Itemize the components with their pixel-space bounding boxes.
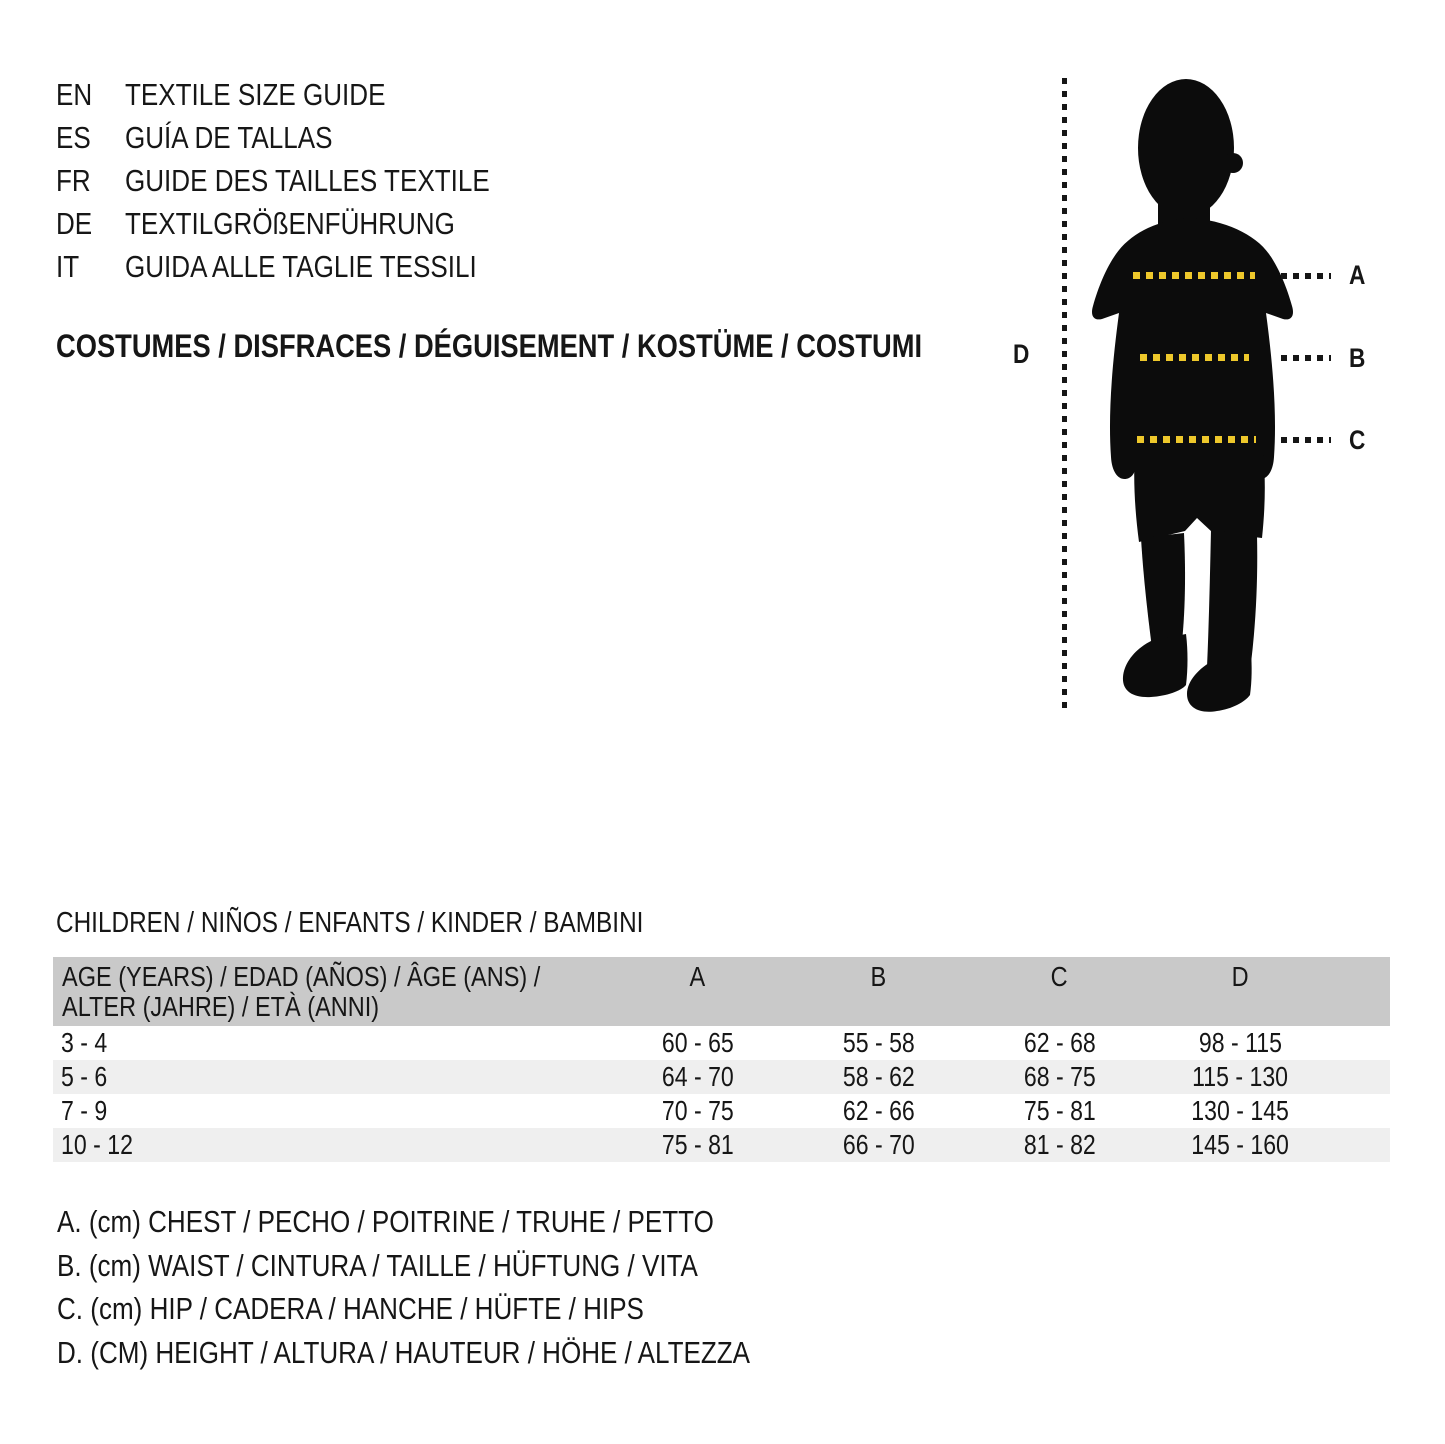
age-cell: 10 - 12 [61,1129,133,1160]
measure-label-a: A [1349,260,1366,290]
child-silhouette [1040,60,1300,730]
height-cell: 145 - 160 [1191,1129,1290,1160]
age-cell: 5 - 6 [61,1061,108,1092]
size-table [53,957,1390,1162]
language-title: TEXTILE SIZE GUIDE [125,77,386,112]
table-header-col-d: D [1231,961,1249,992]
language-title: GUIDE DES TAILLES TEXTILE [125,163,490,198]
silhouette-left-leg [1141,533,1185,648]
waist-cell: 55 - 58 [842,1027,915,1058]
height-measure-line-d [1062,78,1067,713]
silhouette-ear [1223,153,1243,173]
hip-connector-line [1281,437,1331,443]
table-header-col-c: C [1050,961,1068,992]
waist-cell: 66 - 70 [842,1129,915,1160]
table-header-col-a: A [689,961,706,992]
silhouette-right-leg [1207,530,1257,667]
category-title: COSTUMES / DISFRACES / DÉGUISEMENT / KOSTÜME / COSTUMI [56,328,923,364]
language-row-de [56,202,559,245]
legend-item-height: D. (CM) HEIGHT / ALTURA / HAUTEUR / HÖHE / ALTEZZA [57,1334,751,1370]
waist-measure-line-b [1140,354,1249,361]
language-title: GUÍA DE TALLAS [125,120,333,155]
measure-label-d: D [1013,339,1030,369]
silhouette-right-shoe [1187,652,1252,712]
language-row-fr [56,159,559,202]
table-row [53,1094,1390,1128]
measure-label-c: C [1349,425,1366,455]
hip-cell: 68 - 75 [1023,1061,1096,1092]
table-row [53,1060,1390,1094]
hip-measure-line-c [1137,436,1256,443]
legend-item-chest: A. (cm) CHEST / PECHO / POITRINE / TRUHE / PETTO [57,1204,714,1239]
age-cell: 3 - 4 [61,1027,108,1058]
measure-label-b: B [1349,343,1366,373]
language-code: ES [56,120,91,155]
language-row-en [56,73,559,116]
table-header-col-b: B [870,961,887,992]
chest-cell: 64 - 70 [661,1061,734,1092]
language-title: GUIDA ALLE TAGLIE TESSILI [125,249,477,284]
chest-cell: 70 - 75 [661,1095,734,1126]
table-row [53,1128,1390,1162]
language-code: FR [56,163,91,198]
height-cell: 115 - 130 [1192,1061,1289,1092]
chest-connector-line [1281,273,1331,279]
language-code: EN [56,77,93,112]
silhouette-left-shoe [1123,634,1188,697]
legend-item-waist: B. (cm) WAIST / CINTURA / TAILLE / HÜFTUNG / VITA [57,1247,698,1283]
language-list [56,73,559,288]
waist-cell: 58 - 62 [842,1061,915,1092]
hip-cell: 81 - 82 [1023,1129,1096,1160]
chest-cell: 60 - 65 [661,1027,734,1058]
hip-cell: 62 - 68 [1023,1027,1096,1058]
legend-item-hip: C. (cm) HIP / CADERA / HANCHE / HÜFTE / HIPS [57,1291,644,1326]
silhouette-shorts [1134,450,1265,542]
age-cell: 7 - 9 [61,1095,108,1126]
table-header-row [53,957,1390,1026]
waist-cell: 62 - 66 [842,1095,915,1126]
waist-connector-line [1281,355,1331,361]
table-header-age: AGE (YEARS) / EDAD (AÑOS) / ÂGE (ANS) / ALTER (JAHRE) / ETÀ (ANNI) [62,961,541,1022]
measurement-legend [57,1200,882,1374]
language-title: TEXTILGRÖßENFÜHRUNG [125,206,455,241]
height-cell: 130 - 145 [1191,1095,1290,1126]
language-code: IT [56,249,80,284]
chest-cell: 75 - 81 [661,1129,734,1160]
chest-measure-line-a [1133,272,1255,279]
hip-cell: 75 - 81 [1023,1095,1096,1126]
language-code: DE [56,206,93,241]
language-row-it [56,245,559,288]
language-row-es [56,116,559,159]
section-title: CHILDREN / NIÑOS / ENFANTS / KINDER / BAMBINI [56,907,644,939]
height-cell: 98 - 115 [1198,1027,1283,1058]
table-row [53,1026,1390,1060]
